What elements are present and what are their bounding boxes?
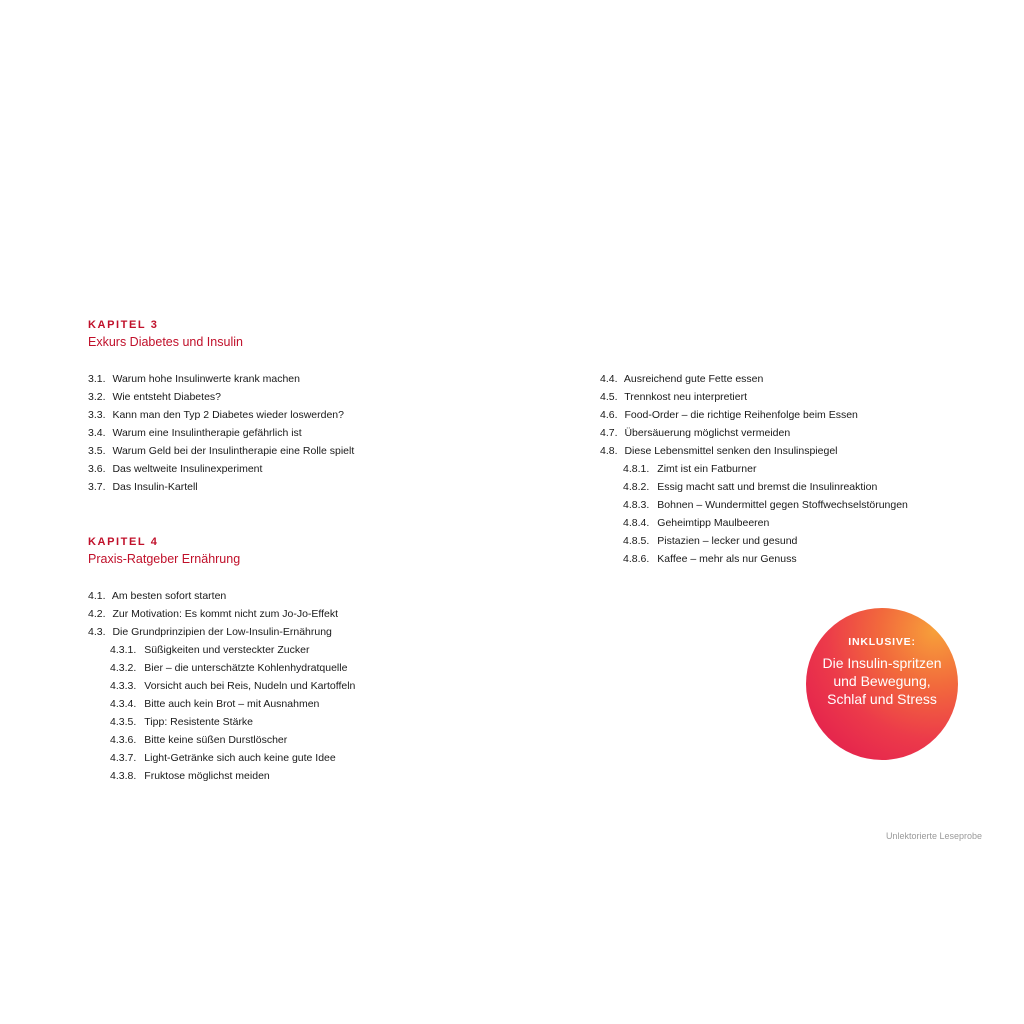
toc-subitem[interactable] bbox=[88, 749, 355, 767]
toc-text: Wie entsteht Diabetes? bbox=[112, 391, 221, 403]
toc-subitem[interactable] bbox=[600, 496, 908, 514]
toc-subitem[interactable] bbox=[88, 767, 355, 785]
toc-item[interactable] bbox=[88, 460, 354, 478]
toc-number: 3.7. bbox=[88, 481, 106, 493]
toc-number: 4.8.6. bbox=[623, 553, 650, 565]
toc-text: Das weltweite Insulinexperiment bbox=[112, 463, 263, 475]
toc-number: 4.6. bbox=[600, 409, 618, 421]
toc-number: 3.3. bbox=[88, 409, 106, 421]
toc-text: Warum Geld bei der Insulintherapie eine Rolle spielt bbox=[112, 445, 355, 457]
chapter-4-toc bbox=[88, 587, 355, 785]
toc-text: Zur Motivation: Es kommt nicht zum Jo-Jo-Effekt bbox=[112, 608, 339, 620]
toc-item[interactable] bbox=[88, 623, 355, 641]
toc-text: Geheimtipp Maulbeeren bbox=[657, 517, 770, 529]
toc-text: Trennkost neu interpretiert bbox=[624, 391, 748, 403]
toc-number: 4.3.4. bbox=[110, 698, 137, 710]
toc-number: 4.8.4. bbox=[623, 517, 650, 529]
toc-text: Bitte auch kein Brot – mit Ausnahmen bbox=[144, 698, 320, 710]
toc-text: Ausreichend gute Fette essen bbox=[623, 373, 764, 385]
toc-text: Bohnen – Wundermittel gegen Stoffwechselstörungen bbox=[657, 499, 908, 511]
toc-number: 3.2. bbox=[88, 391, 106, 403]
toc-text: Warum eine Insulintherapie gefährlich ist bbox=[112, 427, 302, 439]
toc-text: Diese Lebensmittel senken den Insulinspiegel bbox=[624, 445, 838, 457]
toc-text: Vorsicht auch bei Reis, Nudeln und Kartoffeln bbox=[144, 680, 356, 692]
toc-text: Die Grundprinzipien der Low-Insulin-Ernährung bbox=[112, 626, 332, 638]
toc-number: 4.1. bbox=[88, 590, 106, 602]
toc-number: 4.3.8. bbox=[110, 770, 137, 782]
toc-subitem[interactable] bbox=[88, 659, 355, 677]
toc-item[interactable] bbox=[88, 587, 355, 605]
chapter-3-label: KAPITEL 3 bbox=[88, 319, 159, 331]
toc-item[interactable] bbox=[600, 406, 908, 424]
toc-item[interactable] bbox=[600, 442, 908, 460]
toc-number: 4.8.5. bbox=[623, 535, 650, 547]
chapter-4-label: KAPITEL 4 bbox=[88, 536, 159, 548]
toc-text: Warum hohe Insulinwerte krank machen bbox=[112, 373, 300, 385]
toc-subitem[interactable] bbox=[600, 514, 908, 532]
badge-text: Die Insulin-spritzen und Bewegung, Schlaf und Stress bbox=[822, 655, 942, 707]
toc-subitem[interactable] bbox=[88, 731, 355, 749]
toc-number: 4.3.7. bbox=[110, 752, 137, 764]
toc-subitem[interactable] bbox=[88, 641, 355, 659]
toc-item[interactable] bbox=[88, 424, 354, 442]
toc-text: Tipp: Resistente Stärke bbox=[144, 716, 254, 728]
footer-note: Unlektorierte Leseprobe bbox=[885, 831, 982, 841]
toc-number: 4.4. bbox=[600, 373, 618, 385]
toc-text: Am besten sofort starten bbox=[111, 590, 227, 602]
toc-item[interactable] bbox=[600, 388, 908, 406]
toc-text: Fruktose möglichst meiden bbox=[144, 770, 270, 782]
toc-text: Süßigkeiten und versteckter Zucker bbox=[144, 644, 310, 656]
toc-number: 3.6. bbox=[88, 463, 106, 475]
toc-item[interactable] bbox=[600, 370, 908, 388]
toc-item[interactable] bbox=[88, 478, 354, 496]
toc-number: 4.8. bbox=[600, 445, 618, 457]
toc-number: 3.5. bbox=[88, 445, 106, 457]
toc-number: 4.2. bbox=[88, 608, 106, 620]
toc-item[interactable] bbox=[600, 424, 908, 442]
toc-text: Bier – die unterschätzte Kohlenhydratquelle bbox=[144, 662, 348, 674]
toc-text: Kaffee – mehr als nur Genuss bbox=[657, 553, 797, 565]
toc-number: 3.4. bbox=[88, 427, 106, 439]
toc-number: 4.3.5. bbox=[110, 716, 137, 728]
toc-text: Pistazien – lecker und gesund bbox=[657, 535, 798, 547]
chapter-3-toc bbox=[88, 370, 354, 496]
toc-number: 4.3.6. bbox=[110, 734, 137, 746]
chapter-4-toc-continued bbox=[600, 370, 908, 568]
inclusive-badge bbox=[806, 608, 958, 760]
toc-item[interactable] bbox=[88, 388, 354, 406]
toc-subitem[interactable] bbox=[600, 460, 908, 478]
toc-subitem[interactable] bbox=[600, 550, 908, 568]
toc-text: Kann man den Typ 2 Diabetes wieder loswerden? bbox=[112, 409, 344, 421]
toc-subitem[interactable] bbox=[88, 695, 355, 713]
toc-number: 4.3.2. bbox=[110, 662, 137, 674]
toc-text: Das Insulin-Kartell bbox=[112, 481, 198, 493]
toc-item[interactable] bbox=[88, 442, 354, 460]
toc-text: Übersäuerung möglichst vermeiden bbox=[624, 427, 791, 439]
toc-item[interactable] bbox=[88, 605, 355, 623]
toc-number: 4.3.1. bbox=[110, 644, 137, 656]
toc-item[interactable] bbox=[88, 406, 354, 424]
toc-subitem[interactable] bbox=[600, 532, 908, 550]
toc-subitem[interactable] bbox=[88, 677, 355, 695]
toc-item[interactable] bbox=[88, 370, 354, 388]
toc-number: 4.3.3. bbox=[110, 680, 137, 692]
toc-text: Zimt ist ein Fatburner bbox=[657, 463, 757, 475]
chapter-4-title: Praxis-Ratgeber Ernährung bbox=[88, 552, 241, 566]
toc-number: 4.7. bbox=[600, 427, 618, 439]
toc-text: Food-Order – die richtige Reihenfolge beim Essen bbox=[624, 409, 858, 421]
chapter-3-title: Exkurs Diabetes und Insulin bbox=[88, 335, 243, 349]
toc-subitem[interactable] bbox=[600, 478, 908, 496]
toc-number: 4.8.1. bbox=[623, 463, 650, 475]
toc-number: 4.8.2. bbox=[623, 481, 650, 493]
toc-number: 4.8.3. bbox=[623, 499, 650, 511]
toc-text: Light-Getränke sich auch keine gute Idee bbox=[144, 752, 336, 764]
badge-label: INKLUSIVE: bbox=[848, 636, 916, 648]
toc-number: 3.1. bbox=[88, 373, 106, 385]
toc-text: Essig macht satt und bremst die Insulinreaktion bbox=[657, 481, 878, 493]
toc-text: Bitte keine süßen Durstlöscher bbox=[144, 734, 288, 746]
toc-number: 4.3. bbox=[88, 626, 106, 638]
toc-subitem[interactable] bbox=[88, 713, 355, 731]
toc-number: 4.5. bbox=[600, 391, 618, 403]
